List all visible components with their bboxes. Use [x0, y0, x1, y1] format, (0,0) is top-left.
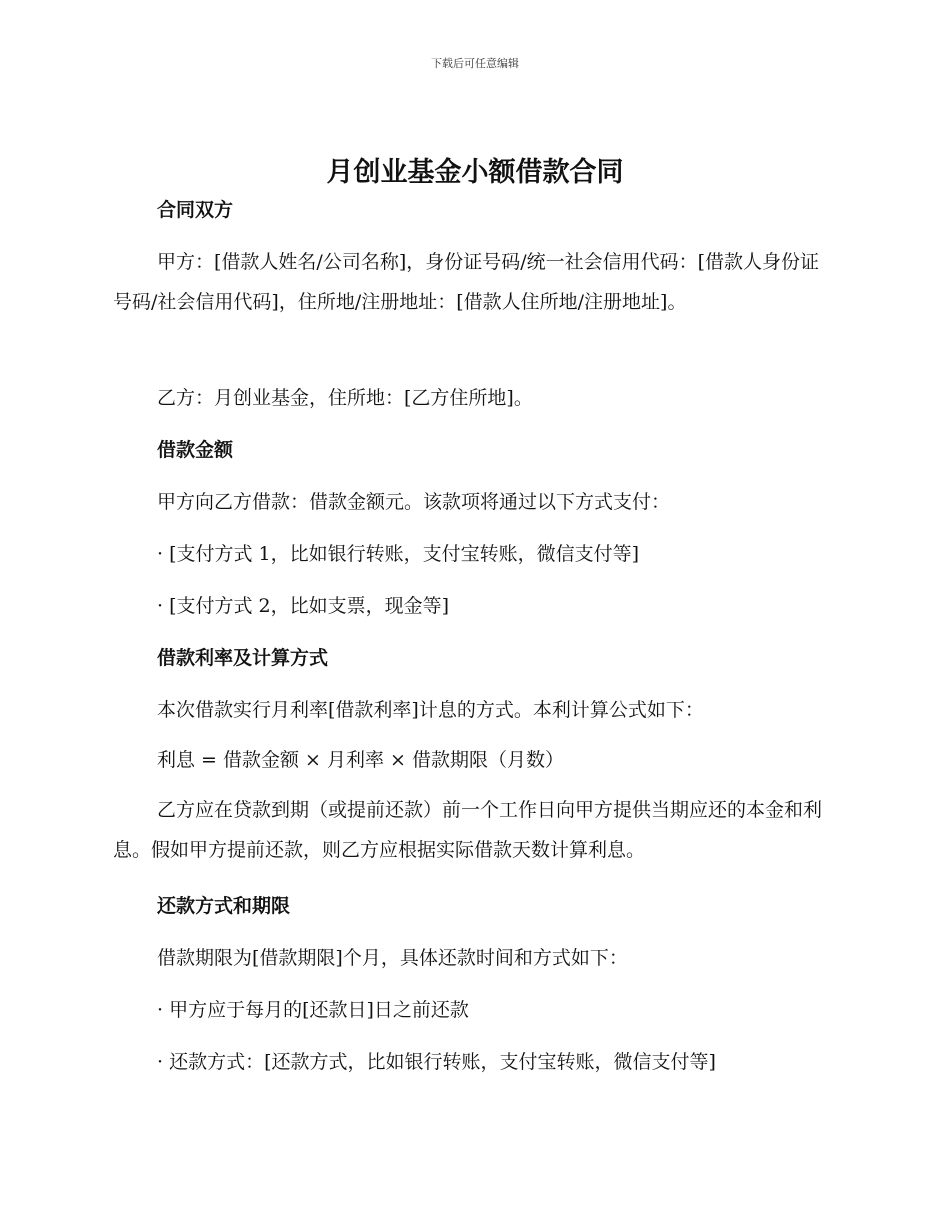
interest-intro: 本次借款实行月利率[借款利率]计息的方式。本利计算公式如下：	[157, 699, 704, 721]
list-item: · 甲方应于每月的[还款日]日之前还款	[157, 999, 469, 1021]
section-heading-amount: 借款金额	[157, 439, 234, 461]
document-title: 月创业基金小额借款合同	[326, 157, 624, 188]
party-a-paragraph: 甲方：[借款人姓名/公司名称]，身份证号码/统一社会信用代码：[借款人身份证号码/社会信用代码]，住所地/注册地址：[借款人住所地/注册地址]。	[113, 251, 820, 313]
repayment-intro: 借款期限为[借款期限]个月，具体还款时间和方式如下：	[157, 947, 628, 969]
amount-intro: 甲方向乙方借款：借款金额元。该款项将通过以下方式支付：	[157, 491, 671, 513]
party-b-paragraph: 乙方：月创业基金，住所地：[乙方住所地]。	[157, 387, 533, 409]
section-heading-interest: 借款利率及计算方式	[157, 647, 329, 669]
list-item: · [支付方式 1，比如银行转账，支付宝转账，微信支付等]	[157, 543, 640, 565]
section-heading-repayment: 还款方式和期限	[157, 895, 291, 917]
section-heading-parties: 合同双方	[157, 199, 234, 221]
header-note: 下载后可任意编辑	[431, 57, 519, 70]
interest-formula: 利息 = 借款金额 × 月利率 × 借款期限（月数）	[157, 749, 564, 771]
interest-note-paragraph: 乙方应在贷款到期（或提前还款）前一个工作日向甲方提供当期应还的本金和利息。假如甲方提前还款，则乙方应根据实际借款天数计算利息。	[113, 799, 823, 861]
list-item: · [支付方式 2，比如支票，现金等]	[157, 595, 450, 617]
list-item: · 还款方式：[还款方式，比如银行转账，支付宝转账，微信支付等]	[157, 1051, 716, 1073]
